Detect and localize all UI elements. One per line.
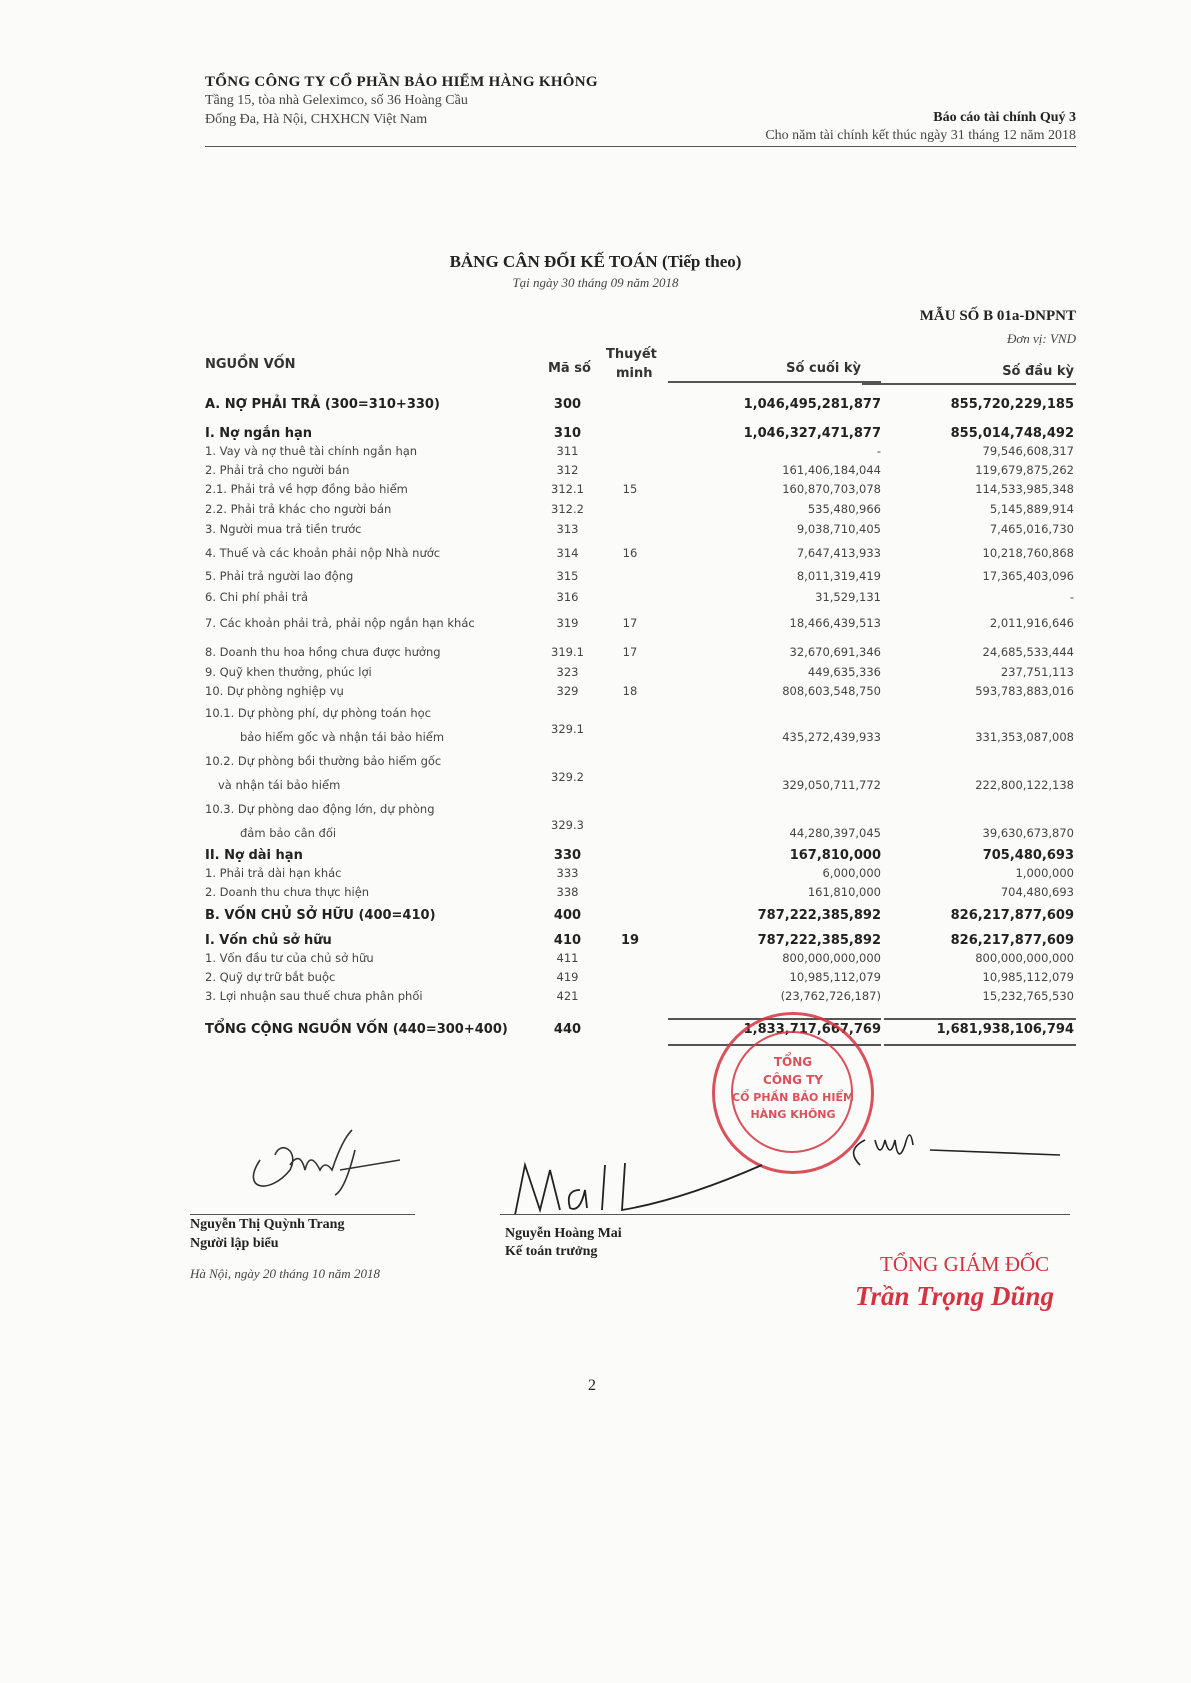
row-start-value: 10,985,112,079 (982, 970, 1074, 984)
row-start-value: 826,217,877,609 (950, 908, 1074, 923)
row-label: 1. Vay và nợ thuê tài chính ngắn hạn (205, 444, 418, 458)
row-note: 16 (622, 546, 638, 560)
row-label: 2. Quỹ dự trữ bắt buộc (205, 970, 336, 984)
row-start-value: 39,630,673,870 (982, 826, 1074, 840)
row-end-value: 1,833,717,667,769 (743, 1022, 881, 1037)
row-end-value: 44,280,397,045 (789, 826, 881, 840)
row-code: 419 (556, 970, 579, 984)
row-start-value: 593,783,883,016 (975, 684, 1074, 698)
header-rule-end (668, 381, 881, 383)
row-label-continued: và nhận tái bảo hiểm (218, 778, 341, 792)
row-end-value: 435,272,439,933 (782, 730, 881, 744)
company-name: TỔNG CÔNG TY CỔ PHẦN BẢO HIỂM HÀNG KHÔNG (205, 74, 598, 90)
row-note: 19 (620, 933, 640, 948)
row-start-value: 7,465,016,730 (989, 522, 1074, 536)
row-label: I. Vốn chủ sở hữu (205, 933, 332, 948)
row-start-value: 222,800,122,138 (975, 778, 1074, 792)
row-end-value: 1,046,327,471,877 (743, 426, 881, 441)
row-end-value: 8,011,319,419 (796, 569, 881, 583)
row-label: 10.1. Dự phòng phí, dự phòng toán học (205, 706, 431, 720)
row-start-value: 331,353,087,008 (975, 730, 1074, 744)
row-code: 323 (556, 665, 579, 679)
row-label: B. VỐN CHỦ SỞ HỮU (400=410) (205, 908, 436, 923)
column-header-code: Mã số (548, 361, 591, 376)
header-rule (205, 146, 1076, 147)
row-note: 15 (622, 482, 638, 496)
row-start-value: - (1069, 590, 1074, 604)
row-code: 312.1 (551, 482, 584, 496)
row-label: 3. Người mua trả tiền trước (205, 522, 362, 536)
row-end-value: 808,603,548,750 (782, 684, 881, 698)
header-rule-start (862, 383, 1076, 385)
row-label: 3. Lợi nhuận sau thuế chưa phân phối (205, 989, 423, 1003)
row-label: I. Nợ ngắn hạn (205, 426, 313, 441)
row-start-value: 855,014,748,492 (950, 426, 1074, 441)
document-subtitle: Tại ngày 30 tháng 09 năm 2018 (512, 275, 679, 290)
row-start-value: 10,218,760,868 (982, 546, 1074, 560)
row-start-value: 237,751,113 (1000, 665, 1074, 679)
row-start-value: 1,681,938,106,794 (936, 1022, 1074, 1037)
row-label: A. NỢ PHẢI TRẢ (300=310+330) (205, 397, 440, 412)
row-label: 10.2. Dự phòng bồi thường bảo hiểm gốc (205, 754, 442, 768)
row-start-value: 119,679,875,262 (975, 463, 1074, 477)
company-address-1: Tầng 15, tòa nhà Geleximco, số 36 Hoàng Cầu (205, 93, 468, 108)
row-label: 6. Chi phí phải trả (205, 590, 309, 604)
report-period: Cho năm tài chính kết thúc ngày 31 tháng 12 năm 2018 (765, 128, 1076, 143)
preparer-rule (190, 1214, 415, 1215)
row-start-value: 114,533,985,348 (975, 482, 1074, 496)
seal-line-1: TỔNG (773, 1055, 813, 1069)
row-note: 17 (622, 616, 638, 630)
row-start-value: 5,145,889,914 (989, 502, 1074, 516)
row-label: 2. Doanh thu chưa thực hiện (205, 885, 370, 899)
row-label: 5. Phải trả người lao động (205, 569, 354, 583)
seal-line-2: CÔNG TY (763, 1073, 823, 1087)
row-end-value: 160,870,703,078 (782, 482, 881, 496)
row-end-value: 787,222,385,892 (757, 908, 881, 923)
row-start-value: 15,232,765,530 (982, 989, 1074, 1003)
row-code: 319.1 (551, 645, 584, 659)
row-end-value: 449,635,336 (807, 665, 881, 679)
column-header-end: Số cuối kỳ (786, 361, 861, 376)
report-name: Báo cáo tài chính Quý 3 (933, 110, 1076, 125)
row-code: 315 (556, 569, 579, 583)
row-label: 1. Vốn đầu tư của chủ sở hữu (205, 951, 374, 965)
row-end-value: 6,000,000 (822, 866, 881, 880)
row-code: 400 (553, 908, 582, 923)
row-note: 18 (622, 684, 638, 698)
row-end-value: 161,810,000 (807, 885, 881, 899)
row-note: 17 (622, 645, 638, 659)
row-end-value: 787,222,385,892 (757, 933, 881, 948)
row-start-value: 79,546,608,317 (982, 444, 1074, 458)
row-label: 1. Phải trả dài hạn khác (205, 866, 342, 880)
row-end-value: 32,670,691,346 (789, 645, 881, 659)
row-label: II. Nợ dài hạn (205, 848, 303, 863)
director-role: TỔNG GIÁM ĐỐC (880, 1252, 1050, 1276)
preparer-role: Người lập biểu (190, 1236, 279, 1251)
row-code: 421 (556, 989, 579, 1003)
row-code: 314 (556, 546, 579, 560)
row-label: 2.2. Phải trả khác cho người bán (205, 502, 392, 516)
row-end-value: - (876, 444, 881, 458)
row-code: 312.2 (551, 502, 584, 516)
row-label: 2.1. Phải trả về hợp đồng bảo hiểm (205, 482, 408, 496)
row-code: 411 (556, 951, 579, 965)
row-label: TỔNG CỘNG NGUỒN VỐN (440=300+400) (205, 1022, 508, 1037)
column-header-note-1: Thuyết (606, 347, 657, 362)
row-code: 311 (556, 444, 579, 458)
row-code: 329.1 (551, 722, 584, 736)
director-signature (840, 1120, 1070, 1180)
document-title: BẢNG CÂN ĐỐI KẾ TOÁN (Tiếp theo) (449, 252, 742, 271)
row-end-value: 1,046,495,281,877 (743, 397, 881, 412)
total-rule-bottom-start (884, 1044, 1076, 1046)
row-code: 319 (556, 616, 579, 630)
row-label: 4. Thuế và các khoản phải nộp Nhà nước (205, 546, 441, 560)
row-code: 329 (556, 684, 579, 698)
row-start-value: 826,217,877,609 (950, 933, 1074, 948)
row-code: 440 (553, 1022, 582, 1037)
row-label: 2. Phải trả cho người bán (205, 463, 350, 477)
row-code: 310 (553, 426, 582, 441)
director-name: Trần Trọng Dũng (855, 1281, 1055, 1311)
row-end-value: (23,762,726,187) (780, 989, 881, 1003)
signature-rule (500, 1214, 1070, 1215)
row-start-value: 2,011,916,646 (989, 616, 1074, 630)
row-label: 8. Doanh thu hoa hồng chưa được hưởng (205, 645, 441, 659)
row-end-value: 535,480,966 (807, 502, 881, 516)
accountant-name: Nguyễn Hoàng Mai (505, 1226, 622, 1241)
row-code: 316 (556, 590, 579, 604)
row-end-value: 18,466,439,513 (789, 616, 881, 630)
row-code: 338 (556, 885, 579, 899)
column-header-label: NGUỒN VỐN (205, 357, 296, 372)
row-end-value: 7,647,413,933 (796, 546, 881, 560)
row-label: 10. Dự phòng nghiệp vụ (205, 684, 344, 698)
row-label-continued: bảo hiểm gốc và nhận tái bảo hiểm (240, 730, 445, 744)
row-code: 329.3 (551, 818, 584, 832)
row-start-value: 800,000,000,000 (975, 951, 1074, 965)
row-code: 312 (556, 463, 579, 477)
row-start-value: 705,480,693 (982, 848, 1074, 863)
row-start-value: 24,685,533,444 (982, 645, 1074, 659)
row-end-value: 167,810,000 (789, 848, 881, 863)
company-address-2: Đống Đa, Hà Nội, CHXHCN Việt Nam (205, 112, 428, 127)
row-code: 410 (553, 933, 582, 948)
seal-line-3: CỔ PHẦN BẢO HIỂM (732, 1091, 854, 1104)
accountant-role: Kế toán trưởng (505, 1244, 598, 1259)
row-end-value: 10,985,112,079 (789, 970, 881, 984)
row-code: 329.2 (551, 770, 584, 784)
row-code: 313 (556, 522, 579, 536)
row-label: 7. Các khoản phải trả, phải nộp ngắn hạn khác (205, 616, 475, 630)
row-label: 9. Quỹ khen thưởng, phúc lợi (205, 665, 372, 679)
row-end-value: 329,050,711,772 (782, 778, 881, 792)
form-number: MẪU SỐ B 01a-DNPNT (919, 308, 1076, 324)
row-end-value: 161,406,184,044 (782, 463, 881, 477)
row-end-value: 31,529,131 (815, 590, 881, 604)
column-header-note-2: minh (616, 366, 653, 381)
currency-unit: Đơn vị: VND (1006, 331, 1076, 346)
row-start-value: 1,000,000 (1015, 866, 1074, 880)
signing-date: Hà Nội, ngày 20 tháng 10 năm 2018 (190, 1266, 380, 1281)
preparer-signature (230, 1120, 400, 1200)
seal-line-4: HÀNG KHÔNG (750, 1108, 836, 1121)
row-code: 330 (553, 848, 582, 863)
page-number: 2 (588, 1377, 596, 1394)
row-code: 333 (556, 866, 579, 880)
column-header-start: Số đầu kỳ (1002, 364, 1074, 379)
row-start-value: 704,480,693 (1000, 885, 1074, 899)
row-end-value: 9,038,710,405 (796, 522, 881, 536)
row-code: 300 (553, 397, 582, 412)
row-label: 10.3. Dự phòng dao động lớn, dự phòng (205, 802, 435, 816)
total-rule-top-start (884, 1018, 1076, 1020)
row-label-continued: đảm bảo cân đối (240, 826, 337, 840)
preparer-name: Nguyễn Thị Quỳnh Trang (190, 1217, 345, 1232)
row-end-value: 800,000,000,000 (782, 951, 881, 965)
row-start-value: 17,365,403,096 (982, 569, 1074, 583)
row-start-value: 855,720,229,185 (950, 397, 1074, 412)
